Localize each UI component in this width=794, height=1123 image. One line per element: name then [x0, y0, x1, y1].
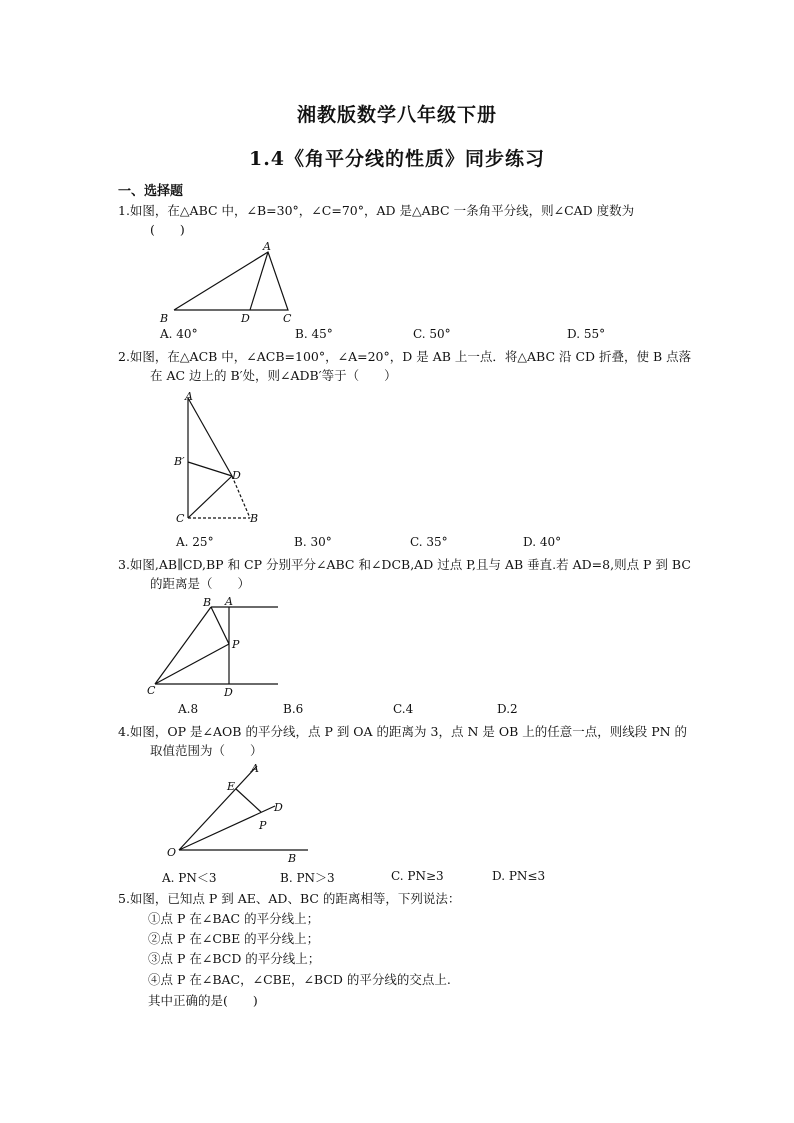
q4-segment-ep: [236, 789, 261, 812]
q3-figure: [145, 594, 285, 698]
q2-segment-db-dashed: [232, 476, 250, 518]
q2-label-a: A: [185, 390, 193, 403]
q2-label-d: D: [232, 469, 241, 482]
q4-label-d: D: [274, 801, 283, 814]
q1-figure: [150, 238, 310, 324]
q5-item-3: ③点 P 在∠BCD 的平分线上；: [148, 951, 321, 966]
q3-segment-bc: [155, 607, 211, 684]
q3-segment-cp: [155, 644, 229, 684]
q4-label-o: O: [167, 846, 177, 859]
q4-stem-line2: 取值范围为（ ）: [150, 743, 263, 758]
q2-label-b: B: [250, 512, 259, 525]
page-title: 湘教版数学八年级下册: [296, 104, 497, 126]
q1-segment-ad: [250, 252, 268, 310]
q4-label-b: B: [288, 852, 297, 865]
q5-item-2: ②点 P 在∠CBE 的平分线上；: [148, 931, 320, 946]
q4-stem-line1: 4.如图，OP 是∠AOB 的平分线，点 P 到 OA 的距离为 3，点 N 是 OB 上的任意一点，则线段 PN 的: [118, 724, 688, 739]
q2-label-c: C: [176, 512, 185, 525]
q4-option-c[interactable]: C. PN≥3: [391, 869, 444, 883]
q2-option-a[interactable]: A. 25°: [176, 535, 214, 549]
q3-option-c[interactable]: C.4: [393, 702, 414, 716]
q5-item-1: ①点 P 在∠BAC 的平分线上；: [148, 911, 320, 926]
q3-label-a: A: [225, 595, 233, 608]
q5-item-4: ④点 P 在∠BAC，∠CBE，∠BCD 的平分线的交点上.: [148, 972, 451, 987]
q3-label-p: P: [232, 638, 240, 651]
q1-option-c[interactable]: C. 50°: [413, 327, 451, 341]
q3-option-b[interactable]: B.6: [283, 702, 304, 716]
q4-figure: [163, 758, 313, 866]
q1-stem-line2: ( ): [150, 222, 185, 237]
q1-label-c: C: [283, 312, 292, 324]
q3-segment-bp: [211, 607, 229, 644]
q5-stem-line1: 5.如图，已知点 P 到 AE、AD、BC 的距离相等，下列说法：: [118, 891, 461, 906]
q1-triangle-abc: [174, 252, 288, 310]
q1-label-a: A: [263, 240, 271, 253]
q2-option-b[interactable]: B. 30°: [294, 535, 332, 549]
q3-option-a[interactable]: A.8: [178, 702, 199, 716]
q4-option-b[interactable]: B. PN＞3: [280, 871, 335, 885]
q4-ray-oa: [179, 766, 257, 850]
q4-option-d[interactable]: D. PN≤3: [492, 869, 546, 883]
q3-label-d: D: [224, 686, 233, 698]
q3-label-c: C: [147, 684, 156, 697]
q3-stem-line2: 的距离是（ ）: [150, 576, 251, 591]
q2-stem-line2: 在 AC 边上的 B′处，则∠ADB′等于（ ）: [150, 368, 397, 383]
section-heading: 一、选择题: [118, 184, 184, 199]
q3-option-d[interactable]: D.2: [497, 702, 518, 716]
q2-option-d[interactable]: D. 40°: [523, 535, 562, 549]
q2-figure: [170, 390, 270, 528]
q5-ask: 其中正确的是( ): [148, 993, 258, 1008]
page-subtitle: 1.4《角平分线的性质》同步练习: [248, 148, 546, 170]
q2-label-bprime: B′: [174, 455, 185, 468]
q3-stem-line1: 3.如图,AB∥CD,BP 和 CP 分别平分∠ABC 和∠DCB,AD 过点 P,且与 AB 垂直.若 AD=8,则点 P 到 BC: [118, 557, 691, 572]
q4-label-p: P: [259, 819, 267, 832]
q1-option-d[interactable]: D. 55°: [567, 327, 606, 341]
q2-segment-cd: [188, 476, 232, 518]
q1-option-a[interactable]: A. 40°: [160, 327, 198, 341]
q3-label-b: B: [203, 596, 212, 609]
q1-label-d: D: [241, 312, 250, 324]
q2-stem-line1: 2.如图，在△ACB 中，∠ACB=100°，∠A=20°，D 是 AB 上一点．将△ABC 沿 CD 折叠，使 B 点落: [118, 349, 692, 364]
q4-label-e: E: [227, 780, 236, 793]
q2-option-c[interactable]: C. 35°: [410, 535, 448, 549]
q4-label-a: A: [251, 762, 259, 775]
q1-option-b[interactable]: B. 45°: [295, 327, 333, 341]
q1-label-b: B: [160, 312, 169, 324]
q1-stem-line1: 1.如图，在△ABC 中，∠B=30°，∠C=70°，AD 是△ABC 一条角平分线，则∠CAD 度数为: [118, 203, 635, 218]
q4-option-a[interactable]: A. PN＜3: [162, 871, 217, 885]
